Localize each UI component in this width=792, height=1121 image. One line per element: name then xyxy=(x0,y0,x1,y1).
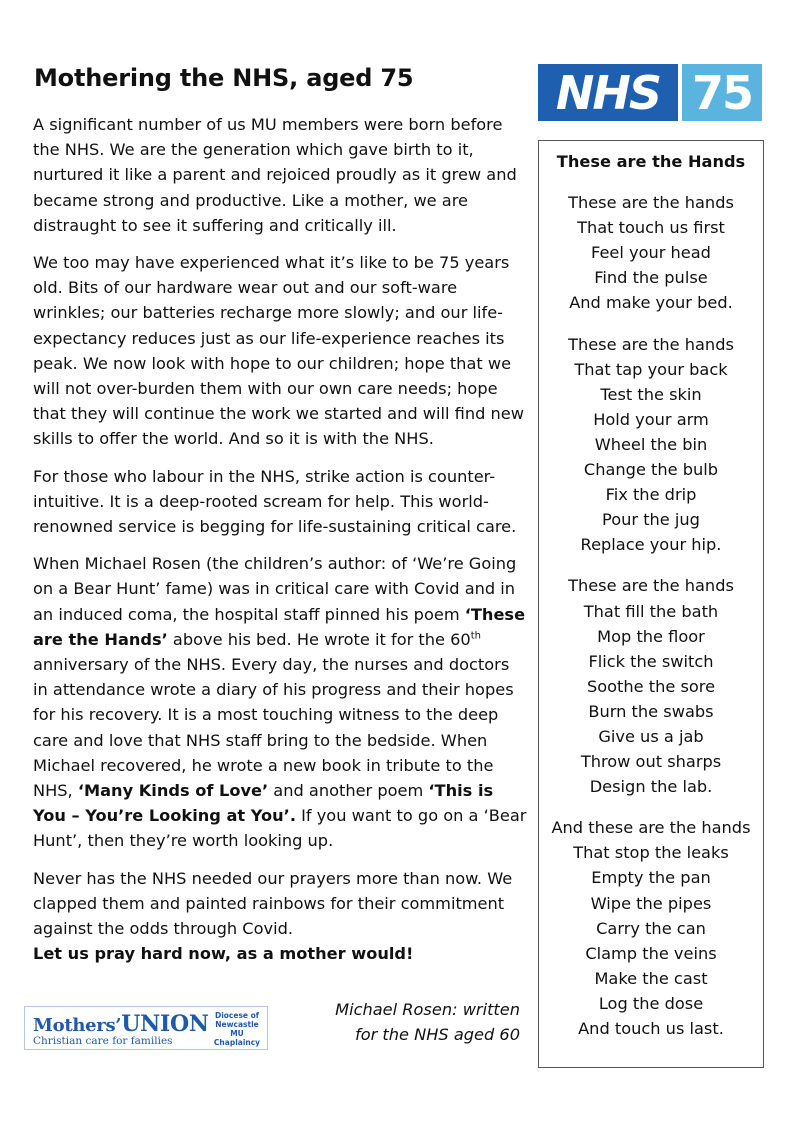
book-title-reference: ‘Many Kinds of Love’ xyxy=(77,781,269,801)
poem-line: Clamp the veins xyxy=(585,943,717,963)
poem-line: Mop the floor xyxy=(597,626,705,646)
credit-line-2: for the NHS aged 60 xyxy=(355,1025,520,1044)
poem-stanza-4 xyxy=(539,815,763,1041)
mu-logo-diocese xyxy=(209,1011,265,1047)
poem-line: Fix the drip xyxy=(605,485,697,505)
poem-line: Wipe the pipes xyxy=(590,893,712,913)
poem-line: These are the hands xyxy=(568,334,734,354)
mu-logo-tagline: Christian care for families xyxy=(33,1035,173,1047)
mu-logo-name xyxy=(33,1011,209,1037)
poem-line: Find the pulse xyxy=(594,268,708,288)
poem-title-reference: ‘These are the Hands’ xyxy=(33,604,526,649)
poem-line: Log the dose xyxy=(598,993,704,1013)
page-title: Mothering the NHS, aged 75 xyxy=(34,64,414,92)
poem-line: Pour the jug xyxy=(602,510,700,530)
paragraph-3: For those who labour in the NHS, strike action is counter-intuitive. It is a deep-rooted scream for help. This world-renowned service is begging for life-sustaining critical care. xyxy=(33,466,517,537)
mu-diocese-line-1: Diocese of xyxy=(214,1011,260,1020)
poem-line: That touch us first xyxy=(577,218,725,238)
poem-box xyxy=(538,140,764,1068)
poem-line: And touch us last. xyxy=(578,1019,724,1038)
p4-text-f: and another poem xyxy=(268,781,429,801)
closing-prayer: Let us pray hard now, as a mother would! xyxy=(33,944,414,964)
poem-line: And these are the hands xyxy=(551,818,751,838)
mu-diocese-line-2: Newcastle xyxy=(215,1020,259,1029)
nhs-logo-age: 75 xyxy=(678,64,762,121)
p4-text-a: When Michael Rosen (the children’s author: of ‘We’re Going on a Bear Hunt’ fame) was in critical care with Covid and in an induced coma, the hospital staff pinned his poem xyxy=(33,554,517,624)
nhs-logo-text: NHS xyxy=(538,64,678,121)
credit-line-1: Michael Rosen: written xyxy=(335,1000,520,1019)
p4-text-c: above his bed. He wrote it for the 60 xyxy=(167,629,471,649)
article-body xyxy=(33,112,529,967)
poem-line: Make the cast xyxy=(594,968,708,988)
poem-line: Wheel the bin xyxy=(594,434,708,454)
poem-line: That fill the bath xyxy=(583,601,719,621)
poem-line: And make your bed. xyxy=(569,293,733,313)
poem-line: Carry the can xyxy=(596,918,706,938)
paragraph-1: A significant number of us MU members were born before the NHS. We are the generation which gave birth to it, nurtured it like a parent and rejoiced proudly as it grew and became strong and productive. Like a mother, we are distraught to see it suffering and critically ill. xyxy=(33,115,517,235)
poem-line: Soothe the sore xyxy=(586,676,716,696)
p5-text: Never has the NHS needed our prayers more than now. We clapped them and painted rainbows for their commitment against the odds through Covid. xyxy=(33,868,513,939)
poem-line: Flick the switch xyxy=(588,651,714,671)
ordinal-suffix: th xyxy=(470,630,481,642)
poem-line: Give us a jab xyxy=(598,726,704,746)
poem-stanza-2 xyxy=(539,332,763,558)
poem-credit xyxy=(318,997,520,1047)
poem-stanza-3 xyxy=(539,573,763,799)
mu-logo-union: UNION xyxy=(121,1011,209,1037)
p4-text-h: If you want to go on a ‘Bear Hunt’, then they’re worth looking up. xyxy=(33,806,527,851)
poem-title: These are the Hands xyxy=(556,152,746,171)
nhs-75-logo xyxy=(538,64,762,121)
poem-line: That tap your back xyxy=(574,359,728,379)
poem-line: Test the skin xyxy=(600,384,702,404)
paragraph-5 xyxy=(33,866,529,967)
poem-line: Design the lab. xyxy=(589,777,713,797)
mothers-union-logo xyxy=(24,1006,268,1050)
poem-line: These are the hands xyxy=(568,193,734,213)
poem-line: Throw out sharps xyxy=(580,752,722,772)
poem-line: Hold your arm xyxy=(593,409,709,429)
poem-line: Feel your head xyxy=(591,243,711,263)
poem-line: Replace your hip. xyxy=(580,535,722,555)
second-poem-reference: ‘This is You – You’re Looking at You’. xyxy=(33,781,494,826)
mu-logo-mothers: Mothers’ xyxy=(33,1015,122,1036)
paragraph-4 xyxy=(33,551,529,853)
poem-line: Burn the swabs xyxy=(588,701,714,721)
paragraph-2: We too may have experienced what it’s like to be 75 years old. Bits of our hardware wear out and our soft-ware wrinkles; our batteries recharge more slowly; and our life-expectancy reduces just as our life-experience reaches its peak. We now look with hope to our children; hope that we will not over-burden them with our own care needs; hope that they will continue the work we started and will find new skills to offer the world. And so it is with the NHS. xyxy=(33,253,524,449)
poem-line: Change the bulb xyxy=(583,460,719,480)
poem-stanza-1 xyxy=(539,190,763,315)
poem-line: That stop the leaks xyxy=(573,843,729,863)
mu-diocese-line-3: MU Chaplaincy xyxy=(213,1029,261,1047)
poem-line: Empty the pan xyxy=(591,868,711,888)
poem-line: These are the hands xyxy=(568,576,734,596)
p4-text-d: anniversary of the NHS. Every day, the nurses and doctors in attendance wrote a diary of his progress and their hopes for his recovery. It is a most touching witness to the deep care and love that NHS staff bring to the bedside. When Michael recovered, he wrote a new book in tribute to the NHS, xyxy=(33,655,514,801)
